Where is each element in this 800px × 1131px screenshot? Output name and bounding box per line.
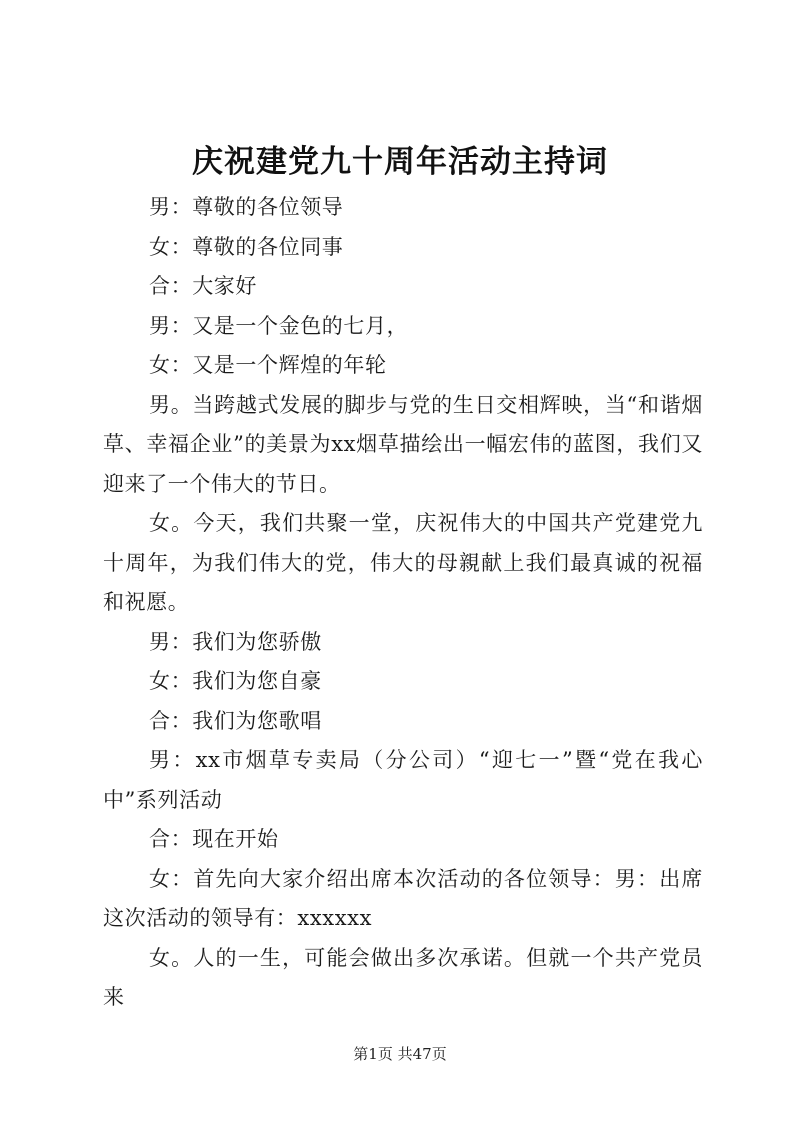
paragraph: 合：大家好 [149, 274, 257, 298]
paragraph: 女：首先向大家介绍出席本次活动的各位领导：男：出席这次活动的领导有：xxxxxx [103, 866, 703, 930]
document-title: 庆祝建党九十周年活动主持词 [192, 144, 608, 180]
page-number-footer: 第1页 共47页 [353, 1045, 447, 1063]
paragraph: 男：xx市烟草专卖局（分公司）“迎七一”暨“党在我心中”系列活动 [103, 748, 703, 812]
paragraph: 女：我们为您自豪 [149, 669, 322, 693]
paragraph: 女。人的一生，可能会做出多次承诺。但就一个共产党员来 [103, 945, 703, 1009]
paragraph: 男：我们为您骄傲 [149, 629, 322, 654]
paragraph: 男。当跨越式发展的脚步与党的生日交相辉映，当“和谐烟草、幸福企业”的美景为xx烟草描绘出一幅宏伟的蓝图，我们又迎来了一个伟大的节日。 [103, 392, 703, 496]
paragraph: 男：又是一个金色的七月， [149, 313, 409, 338]
paragraph: 女。今天，我们共聚一堂，庆祝伟大的中国共产党建党九十周年，为我们伟大的党，伟大的母親献上我们最真诚的祝福和祝愿。 [103, 511, 703, 614]
paragraph: 合：我们为您歌唱 [149, 708, 322, 733]
document-body [103, 188, 703, 1018]
paragraph: 女：又是一个辉煌的年轮 [149, 353, 387, 377]
paragraph: 男：尊敬的各位领导 [149, 195, 344, 219]
paragraph: 女：尊敬的各位同事 [149, 234, 344, 259]
paragraph: 合：现在开始 [149, 827, 279, 851]
